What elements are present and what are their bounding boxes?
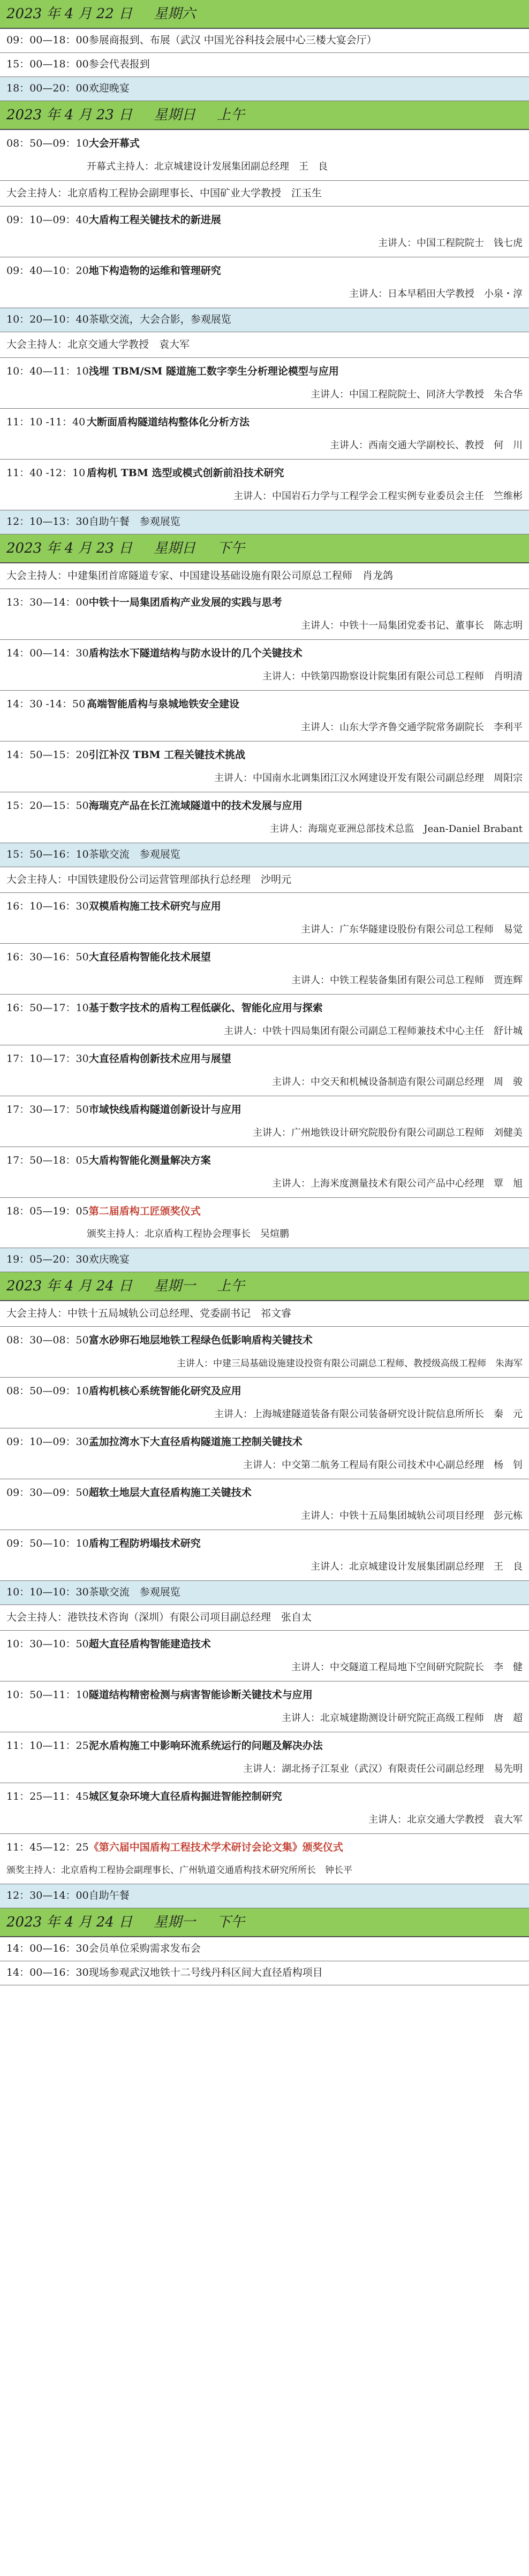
award-host: 颁奖主持人：北京盾构工程协会理事长 吴煊鹏 (87, 1228, 289, 1240)
break-time: 10：20—10：40 (6, 314, 89, 326)
host-text: 大会主持人：港铁技术咨询（深圳）有限公司项目副总经理 张自太 (6, 1611, 312, 1623)
talk (0, 358, 529, 409)
day-weekday: 星期一 (154, 1278, 196, 1294)
talk-title: 盾构法水下隧道结构与防水设计的几个关键技术 (88, 647, 303, 659)
day-half: 下午 (217, 540, 245, 556)
day-header (0, 1908, 529, 1937)
day-date: 2023 年 4 月 23 日 (6, 540, 133, 556)
break-text: 茶歇交流 参观展览 (88, 849, 180, 861)
break-time: 19：05—20：30 (6, 1253, 89, 1266)
talk-speaker: 主讲人：中国工程院院士、同济大学教授 朱合华 (311, 388, 523, 400)
talk-title: 盾构机核心系统智能化研究及应用 (88, 1385, 241, 1397)
talk-speaker: 主讲人：北京交通大学教授 袁大军 (368, 1814, 523, 1825)
talk-time: 09：10—09：30 (6, 1435, 89, 1448)
talk (0, 944, 529, 995)
talk-speaker: 主讲人：山东大学齐鲁交通学院常务副院长 李利平 (301, 721, 523, 733)
talk-time: 15：20—15：50 (6, 799, 89, 812)
talk (0, 257, 529, 308)
talk-title: 地下构造物的运维和管理研究 (88, 264, 221, 277)
session-host (0, 181, 529, 207)
item-time: 14：00—16：30 (6, 1943, 89, 1955)
break-time: 12：30—14：00 (6, 1890, 89, 1902)
break-text: 自助午餐 (88, 1890, 130, 1902)
host-text: 大会主持人：北京交通大学教授 袁大军 (6, 338, 190, 350)
talk-speaker: 主讲人：上海城建隧道装备有限公司装备研究设计院信息所所长 秦 元 (214, 1408, 523, 1420)
day-header (0, 101, 529, 130)
talk-title: 基于数字技术的盾构工程低碳化、智能化应用与探索 (88, 1002, 323, 1014)
talk-speaker: 主讲人：上海米度测量技术有限公司产品中心经理 覃 旭 (272, 1178, 523, 1189)
talk-title: 大直径盾构创新技术应用与展望 (88, 1052, 231, 1065)
talk (0, 1681, 529, 1732)
talk-title: 泥水盾构施工中影响环流系统运行的问题及解决办法 (88, 1739, 323, 1752)
opening-ceremony (0, 130, 529, 181)
award-time: 11：45—12：25 (6, 1841, 89, 1853)
talk-speaker: 主讲人：北京城建设计发展集团副总经理 王 良 (311, 1561, 523, 1572)
talk-title: 浅埋 TBM/SM 隧道施工数字孪生分析理论模型与应用 (88, 365, 339, 377)
award-time: 18：05—19：05 (6, 1205, 89, 1217)
break-text: 茶歇交流，大会合影，参观展览 (88, 314, 231, 326)
talk-title: 超软土地层大直径盾构施工关键技术 (88, 1486, 252, 1499)
talk-speaker: 主讲人：中建三局基础设施建设投资有限公司副总工程师、教授级高级工程师 朱海军 (177, 1358, 523, 1369)
talk (0, 589, 529, 640)
break-time: 12：10—13：30 (6, 516, 89, 528)
session-host (0, 563, 529, 589)
break-text: 欢庆晚宴 (88, 1253, 130, 1266)
talk (0, 409, 529, 460)
talk-speaker: 主讲人：日本早稻田大学教授 小泉・淳 (349, 288, 523, 300)
talk (0, 1631, 529, 1681)
talk-time: 08：50—09：10 (6, 1385, 89, 1397)
talk-time: 08：30—08：50 (6, 1334, 89, 1347)
host-text: 大会主持人：中铁十五局城轨公司总经理、党委副书记 祁文睿 (6, 1307, 292, 1319)
talk-speaker: 主讲人：西南交通大学副校长、教授 何 川 (330, 439, 523, 451)
talk-title: 高端智能盾构与泉城地铁安全建设 (87, 698, 240, 710)
talk (0, 1147, 529, 1198)
talk-speaker: 主讲人：中铁第四勘察设计院集团有限公司总工程师 肖明清 (262, 670, 523, 682)
talk-speaker: 主讲人：广州地铁设计研究院股份有限公司副总工程师 刘健美 (253, 1127, 523, 1138)
talk (0, 1732, 529, 1783)
talk (0, 1045, 529, 1096)
talk-time: 09：50—10：10 (6, 1537, 89, 1549)
break-row (0, 1884, 529, 1908)
break-text: 茶歇交流 参观展览 (88, 1586, 180, 1599)
talk (0, 640, 529, 691)
talk-time: 11：25—11：45 (6, 1790, 89, 1802)
item-text: 现场参观武汉地铁十二号线丹科区间大直径盾构项目 (88, 1967, 323, 1979)
break-row (0, 77, 529, 101)
talk-time: 08：50—09：10 (6, 137, 89, 149)
host-text: 大会主持人：中国铁建股份公司运营管理部执行总经理 沙明元 (6, 873, 292, 885)
talk-speaker: 主讲人：中铁工程装备集团有限公司总工程师 贾连辉 (291, 974, 523, 986)
award-title: 《第六届中国盾构工程技术学术研讨会论文集》颁奖仪式 (88, 1841, 343, 1853)
talk-time: 10：40—11：10 (6, 365, 89, 377)
talk (0, 691, 529, 742)
item-time: 14：00—16：30 (6, 1967, 89, 1979)
talk-speaker: 主讲人：中铁十四局集团有限公司副总工程师兼技术中心主任 舒计城 (224, 1025, 523, 1037)
day-half: 上午 (217, 1278, 245, 1294)
host-text: 大会主持人：中建集团首席隧道专家、中国建设基础设施有限公司原总工程师 肖龙鸽 (6, 569, 394, 582)
talk-time: 11：10—11：25 (6, 1739, 89, 1752)
talk-speaker: 主讲人：海瑞克亚洲总部技术总监 Jean-Daniel Brabant (269, 823, 523, 835)
talk-time: 10：30—10：50 (6, 1638, 89, 1650)
talk (0, 1096, 529, 1147)
talk-title: 海瑞克产品在长江流域隧道中的技术发展与应用 (88, 799, 303, 812)
session-host (0, 332, 529, 358)
schedule-item (0, 53, 529, 77)
talk-time: 09：40—10：20 (6, 264, 89, 277)
talk (0, 1428, 529, 1479)
talk (0, 460, 529, 510)
award-title: 第二届盾构工匠颁奖仪式 (88, 1205, 201, 1217)
break-row (0, 843, 529, 867)
talk-time: 14：30 -14：50 (6, 698, 86, 710)
talk (0, 1530, 529, 1581)
talk-title: 盾构工程防坍塌技术研究 (88, 1537, 201, 1549)
session-host (0, 1301, 529, 1327)
award-ceremony (0, 1198, 529, 1248)
talk-title: 隧道结构精密检测与病害智能诊断关键技术与应用 (88, 1688, 313, 1701)
break-row (0, 1248, 529, 1272)
talk-speaker: 主讲人：中国工程院院士 钱七虎 (378, 237, 523, 249)
talk-speaker: 主讲人：北京城建勘测设计研究院正高级工程师 唐 超 (282, 1712, 523, 1724)
day-half: 下午 (217, 1914, 245, 1930)
item-text: 参展商报到、布展（武汉 中国光谷科技会展中心三楼大宴会厅） (88, 34, 377, 47)
talk-title: 超大直径盾构智能建造技术 (88, 1638, 211, 1650)
break-text: 欢迎晚宴 (88, 82, 130, 95)
break-row (0, 1581, 529, 1605)
talk-title: 大断面盾构隧道结构整体化分析方法 (87, 416, 250, 428)
item-time: 15：00—18：00 (6, 58, 89, 71)
talk (0, 792, 529, 843)
talk (0, 1378, 529, 1428)
talk-time: 16：50—17：10 (6, 1002, 89, 1014)
break-row (0, 510, 529, 534)
talk-title: 盾构机 TBM 选型或模式创新前沿技术研究 (87, 467, 284, 479)
talk-title: 中铁十一局集团盾构产业发展的实践与思考 (88, 596, 282, 608)
talk (0, 1479, 529, 1530)
talk-speaker: 主讲人：中铁十一局集团党委书记、董事长 陈志明 (301, 620, 523, 631)
day-date: 2023 年 4 月 22 日 (6, 5, 133, 22)
talk (0, 995, 529, 1045)
day-date: 2023 年 4 月 24 日 (6, 1278, 133, 1294)
talk-speaker: 主讲人：中铁十五局集团城轨公司项目经理 彭元栋 (301, 1510, 523, 1522)
day-date: 2023 年 4 月 23 日 (6, 106, 133, 123)
item-time: 09：00—18：00 (6, 34, 89, 47)
day-half: 上午 (217, 106, 245, 123)
award-ceremony (0, 1834, 529, 1884)
talk-time: 14：50—15：20 (6, 748, 89, 761)
host-text: 大会主持人：北京盾构工程协会副理事长、中国矿业大学教授 江玉生 (6, 187, 322, 199)
break-row (0, 308, 529, 332)
day-weekday: 星期日 (154, 540, 196, 556)
ceremony-host: 开幕式主持人：北京城建设计发展集团副总经理 王 良 (87, 160, 328, 172)
talk-title: 大盾构工程关键技术的新进展 (88, 213, 221, 226)
talk-title: 大盾构智能化测量解决方案 (88, 1154, 211, 1166)
schedule-item (0, 29, 529, 53)
break-text: 自助午餐 参观展览 (88, 516, 180, 528)
talk-time: 09：30—09：50 (6, 1486, 89, 1499)
day-weekday: 星期一 (154, 1914, 196, 1930)
talk-title: 大会开幕式 (88, 137, 140, 149)
talk (0, 742, 529, 792)
talk-time: 16：10—16：30 (6, 900, 89, 912)
talk-speaker: 主讲人：中国岩石力学与工程学会工程实例专业委员会主任 竺维彬 (233, 490, 523, 502)
talk-time: 17：10—17：30 (6, 1052, 89, 1065)
item-text: 会员单位采购需求发布会 (88, 1943, 201, 1955)
talk (0, 893, 529, 944)
talk-speaker: 主讲人：湖北扬子江泵业（武汉）有限责任公司副总经理 易先明 (243, 1763, 523, 1775)
schedule-item (0, 1961, 529, 1985)
talk-time: 17：30—17：50 (6, 1103, 89, 1115)
talk-title: 孟加拉湾水下大直径盾构隧道施工控制关键技术 (88, 1435, 303, 1448)
talk-title: 城区复杂环境大直径盾构掘进智能控制研究 (88, 1790, 282, 1802)
talk-time: 17：50—18：05 (6, 1154, 89, 1166)
break-time: 18：00—20：00 (6, 82, 89, 95)
day-date: 2023 年 4 月 24 日 (6, 1914, 133, 1930)
day-weekday: 星期六 (154, 5, 196, 22)
talk (0, 1327, 529, 1378)
talk-title: 大直径盾构智能化技术展望 (88, 951, 211, 963)
day-header (0, 534, 529, 563)
talk-time: 13：30—14：00 (6, 596, 89, 608)
item-text: 参会代表报到 (88, 58, 150, 71)
day-weekday: 星期日 (154, 106, 196, 123)
day-header (0, 1272, 529, 1301)
talk-time: 16：30—16：50 (6, 951, 89, 963)
talk (0, 1783, 529, 1834)
schedule-item (0, 1937, 529, 1961)
session-host (0, 867, 529, 893)
talk-title: 引江补汉 TBM 工程关键技术挑战 (88, 748, 246, 761)
talk-time: 11：10 -11：40 (6, 416, 86, 428)
talk-title: 双模盾构施工技术研究与应用 (88, 900, 221, 912)
talk-speaker: 主讲人：中交第二航务工程局有限公司技术中心副总经理 杨 钊 (243, 1459, 523, 1471)
talk-speaker: 主讲人：广东华隧建设股份有限公司总工程师 易觉 (301, 923, 523, 935)
talk-speaker: 主讲人：中国南水北调集团江汉水网建设开发有限公司副总经理 周阳宗 (214, 772, 523, 784)
talk-title: 富水砂卵石地层地铁工程绿色低影响盾构关键技术 (88, 1334, 313, 1347)
day-header (0, 0, 529, 29)
talk-time: 09：10—09：40 (6, 213, 89, 226)
award-host: 颁奖主持人：北京盾构工程协会副理事长、广州轨道交通盾构技术研究所所长 钟长平 (6, 1864, 352, 1876)
talk (0, 207, 529, 257)
talk-speaker: 主讲人：中交天和机械设备制造有限公司副总经理 周 骏 (272, 1076, 523, 1088)
talk-speaker: 主讲人：中交隧道工程局地下空间研究院院长 李 健 (291, 1661, 523, 1673)
break-time: 10：10—10：30 (6, 1586, 89, 1599)
talk-time: 10：50—11：10 (6, 1688, 89, 1701)
talk-title: 市域快线盾构隧道创新设计与应用 (88, 1103, 241, 1115)
session-host (0, 1605, 529, 1631)
talk-time: 14：00—14：30 (6, 647, 89, 659)
break-time: 15：50—16：10 (6, 849, 89, 861)
talk-time: 11：40 -12：10 (6, 467, 86, 479)
